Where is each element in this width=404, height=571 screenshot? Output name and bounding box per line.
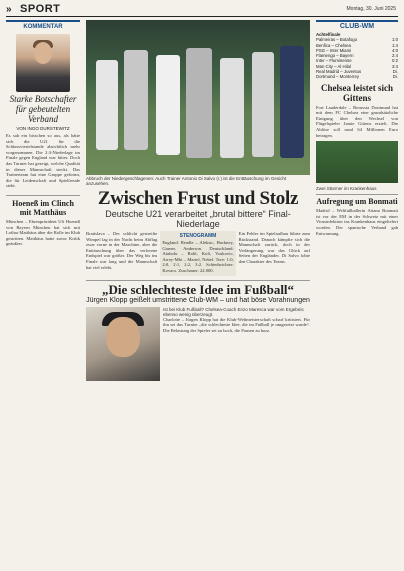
right-column <box>316 20 398 565</box>
gittens-body: Fort Lauderdale – Borussia Dortmund hat mit dem FC Chelsea eine grundsätzliche Einigung über den Wechsel von Flügelspieler Jamie Gittens erzielt. Die Ablöse soll rund 64 Millionen Euro betragen. <box>316 104 398 138</box>
commentary-title: Starke Botschafter für gebeutelten Verband <box>9 94 77 124</box>
team-photo <box>86 20 310 175</box>
gittens-headline: Chelsea leistet sich Gittens <box>321 82 393 103</box>
klopp-headline: „Die schlechteste Idee im Fußball“ <box>86 280 310 297</box>
main-subhead: Deutsche U21 verarbeitet „brutal bittere“ Final-Niederlage <box>105 209 291 229</box>
small-photo-caption: Zwei Stürmer im Krankenhaus <box>316 186 377 192</box>
section-title: SPORT <box>20 3 61 15</box>
club-wm-kicker: CLUB-WM <box>316 20 398 30</box>
page-arrow: » <box>6 4 12 15</box>
results-match: Flamengo – Bayern <box>316 53 354 59</box>
photo-caption: Abbruch der Niedergeschlagenen: Auch Trainer Antonio Di Salvo (r.) ist die Enttäuschung im Gesicht anzusehen. <box>86 176 287 186</box>
issue-date: Montag, 30. Juni 2025 <box>346 6 396 12</box>
main-headline: Zwischen Frust und Stolz <box>97 188 299 209</box>
main-column <box>86 20 310 565</box>
maresca-caption: Ist bei Klub Fußball? Chelsea-Coach Enzo Maresca war vom Ergebnis ebenso wenig überzeugt. <box>163 306 304 317</box>
article-headline-hoeness: Hoeneß im Clinch mit Matthäus <box>6 195 80 217</box>
results-match: PSG – Inter Miami <box>316 47 352 53</box>
bonmati-headline: Aufregung um Bonmati <box>316 194 398 206</box>
results-score: 2:4 <box>392 53 398 59</box>
header-rule <box>6 16 398 17</box>
results-score: Di. <box>392 74 398 80</box>
small-photo <box>316 141 398 183</box>
results-match: Palmeiras – Botafogo <box>316 37 358 43</box>
author-portrait <box>16 34 70 92</box>
results-match: Man City – Al Hilal <box>316 63 351 69</box>
klopp-subhead: Jürgen Klopp geißelt umstrittene Club-WM – und hat böse Vorahnungen <box>86 296 310 304</box>
stenogramm-title: STENOGRAMM <box>179 233 217 239</box>
bonmati-body: Madrid – Weltfußballerin Aitana Bonmati ist vor der EM in der Schweiz mit einer Virusinfektion ins Krankenhaus eingeliefert worden. Der spanische Verband gab Entwarnung. <box>316 208 398 236</box>
results-score: 1:4 <box>392 42 398 48</box>
results-match: Real Madrid – Juventus <box>316 69 362 75</box>
stenogramm-text: England: Beadle – Aleksic, Hackney, Garner, Anderson. Deutschland: Atubolu – Rohl, Kofi, Vuskovic, Arrey-Mbi – Martel, Nebel. Tore: 1:0, 2:0, 2:1, 2:2, 3:2. Schiedsrichter: Kovacs. Zuschauer: 22.000. <box>162 240 234 273</box>
results-score: 1:0 <box>392 37 398 43</box>
klopp-body: Charlotte – Jürgen Klopp hat die Klub-Weltmeisterschaft scharf kritisiert. Für ihn sei das Turnier „die schlechteste Idee, die im Fußball je umgesetzt wurde“. Die Belastung der Spieler sei zu hoch, die Pausen zu kurz. <box>163 316 310 333</box>
results-score: 4:0 <box>392 47 398 53</box>
commentary-body: Es sah ein bisschen so aus, als hätte sich die U21 für die Schlussviertelstunde absichtlich mehr vorgenommen. Die 2:3-Niederlage im Finale gegen England war bitter. Doch das Turnier hat gezeigt, welche Qualität in dieser Mannschaft steckt. Das Trainerteam hat eine Gruppe geformt, die für Leidenschaft und Spielfreude steht. <box>6 133 80 189</box>
commentary-kicker: KOMMENTAR <box>6 20 80 30</box>
results-match: Dortmund – Monterrey <box>316 74 359 80</box>
left-column <box>6 20 80 565</box>
article-body-hoeness: München – Ehrenpräsident Uli Hoeneß von Bayern München hat sich mit Lothar Matthäus über die Rolle im Klub gestritten. Matthäus hatte zuvor Kritik geäußert. <box>6 218 80 247</box>
results-score: 0:2 <box>392 58 398 64</box>
results-match: Benfica – Chelsea <box>316 42 351 48</box>
results-score: Di. <box>392 69 398 75</box>
stenogramm-box <box>160 231 235 276</box>
results-title: Achtelfinale <box>316 32 341 37</box>
maresca-photo <box>86 307 160 381</box>
article-col-3: Ein Fehler im Spielaufbau führte zum Rückstand. Danach kämpfte sich die Mannschaft zurück, doch in der Verlängerung war das Glück auf Seiten der Engländer. Di Salvo lobte den Charakter des Teams. <box>238 231 310 264</box>
results-table <box>316 32 398 80</box>
results-match: Inter – Fluminense <box>316 58 352 64</box>
results-row <box>316 74 398 79</box>
commentary-author: VON INGO DURSTEWITZ <box>16 126 70 131</box>
article-col-1: Bratislava – Der schlicht gestreifte Wimpel lag in der Nacht beim Abflug zwar vorne in der Maschine, aber die Enttäuschung über das verlorene Endspiel war größer. Der Weg bis ins Finale war lang und die Mannschaft hat viel erlebt. <box>86 231 158 270</box>
results-score: 3:4 <box>392 63 398 69</box>
